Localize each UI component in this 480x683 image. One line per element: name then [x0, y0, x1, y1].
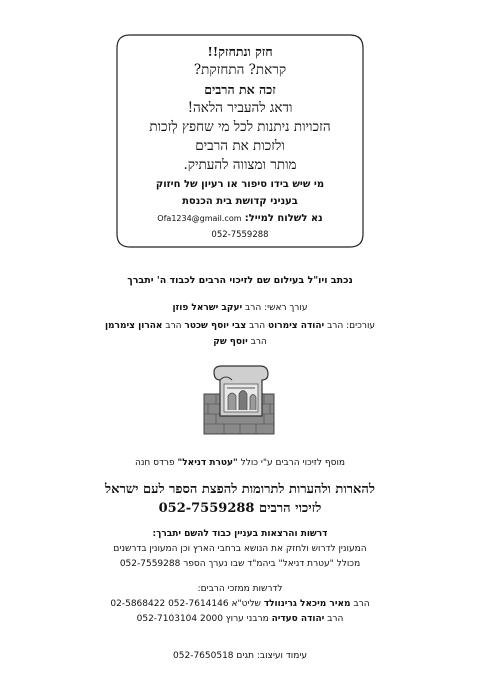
dedication: נכתב ויו"ל בעילום שם לזיכוי הרבים לכבוד ה' יתברך: [127, 275, 353, 286]
lectures-title: דרשות והרצאות בעניין כבוד להשם יתברך:: [152, 529, 328, 539]
editors-line: [0, 321, 480, 331]
speaker-name: מאיר מיכאל גרינוולד: [263, 599, 351, 609]
speaker-prefix: הרב: [353, 599, 370, 609]
comments-phone: לזיכוי הרבים 052-7559288: [158, 501, 322, 516]
box-title: חזק ונתחזק!!: [207, 44, 273, 59]
box-phone: 052-7559288: [211, 230, 269, 240]
editor-name: צבי יוסף שכטר: [184, 321, 247, 331]
notice-box: [116, 34, 364, 248]
box-line: ולזכות את הרבים: [195, 138, 285, 154]
editor-name: יהודה צימרוט: [268, 321, 325, 331]
speaker-details: מרבני ערוץ 2000 052-7103104: [136, 614, 269, 624]
supplement-suffix: פרדס חנה: [134, 458, 175, 468]
email-address: Ofa1234@gmail.com: [157, 214, 242, 223]
editors-label: עורכים: הרב: [327, 321, 376, 331]
speaker-prefix: הרב: [327, 614, 344, 624]
supplement-line: [0, 458, 480, 468]
box-contact-line: [116, 213, 364, 224]
box-line: מי שיש בידו סיפור או רעיון של חיזוק: [155, 179, 325, 190]
supplement-name: "עטרת דניאל": [177, 458, 238, 468]
footer-credit: עימוד ועיצוב: תגים 052-7650518: [173, 651, 307, 661]
editor-in-chief: [0, 303, 480, 313]
kollel-logo-icon: [198, 364, 280, 438]
speaker-details: שליט"א 052-7614146 02-5868422: [110, 599, 261, 609]
lectures-line: המעונין לדרוש ולחזק את הנושא ברחבי הארץ וכן המעונין בדרשנים: [113, 544, 367, 554]
speaker-line: [0, 614, 480, 624]
editors-line-2: [0, 337, 480, 347]
box-line: בעניני קדושת בית הכנסת: [182, 196, 298, 207]
lectures-line: מכולל "עטרת דניאל" ביהמ"ד שבו נערך הספר 052-7559288: [119, 559, 361, 569]
speaker-name: יהודה סעדיה: [271, 614, 325, 624]
editor-sep: הרב: [165, 321, 182, 331]
comments-title: להארות ולהערות לתרומות להפצת הספר לעם ישראל: [105, 482, 375, 497]
box-line: מותר ומצווה להעתיק.: [183, 157, 297, 173]
box-line: קראת? התחזקת?: [193, 62, 287, 78]
speaker-line: [0, 599, 480, 609]
editor-in-chief-label: עורך ראשי: הרב: [245, 303, 308, 313]
editor-sep: הרב: [250, 337, 267, 347]
box-line: הזכויות ניתנות לכל מי שחפץ לְזכות: [149, 119, 331, 135]
editor-sep: הרב: [248, 321, 266, 331]
email-label: נא לשלוח למייל:: [244, 213, 323, 224]
editor-in-chief-name: יעקב ישראל פוזן: [172, 303, 243, 313]
supplement-prefix: מוסף לזיכוי הרבים ע"י כולל: [240, 458, 346, 468]
editor-name: אהרון צימרמן: [104, 321, 163, 331]
speakers-title: לדרשות ממזכי הרבים:: [197, 584, 283, 594]
editor-name: יוסף שק: [213, 337, 248, 347]
box-line: זכה את הרבים: [204, 82, 276, 97]
box-line: ודאג להעביר הלאה!: [187, 100, 293, 116]
